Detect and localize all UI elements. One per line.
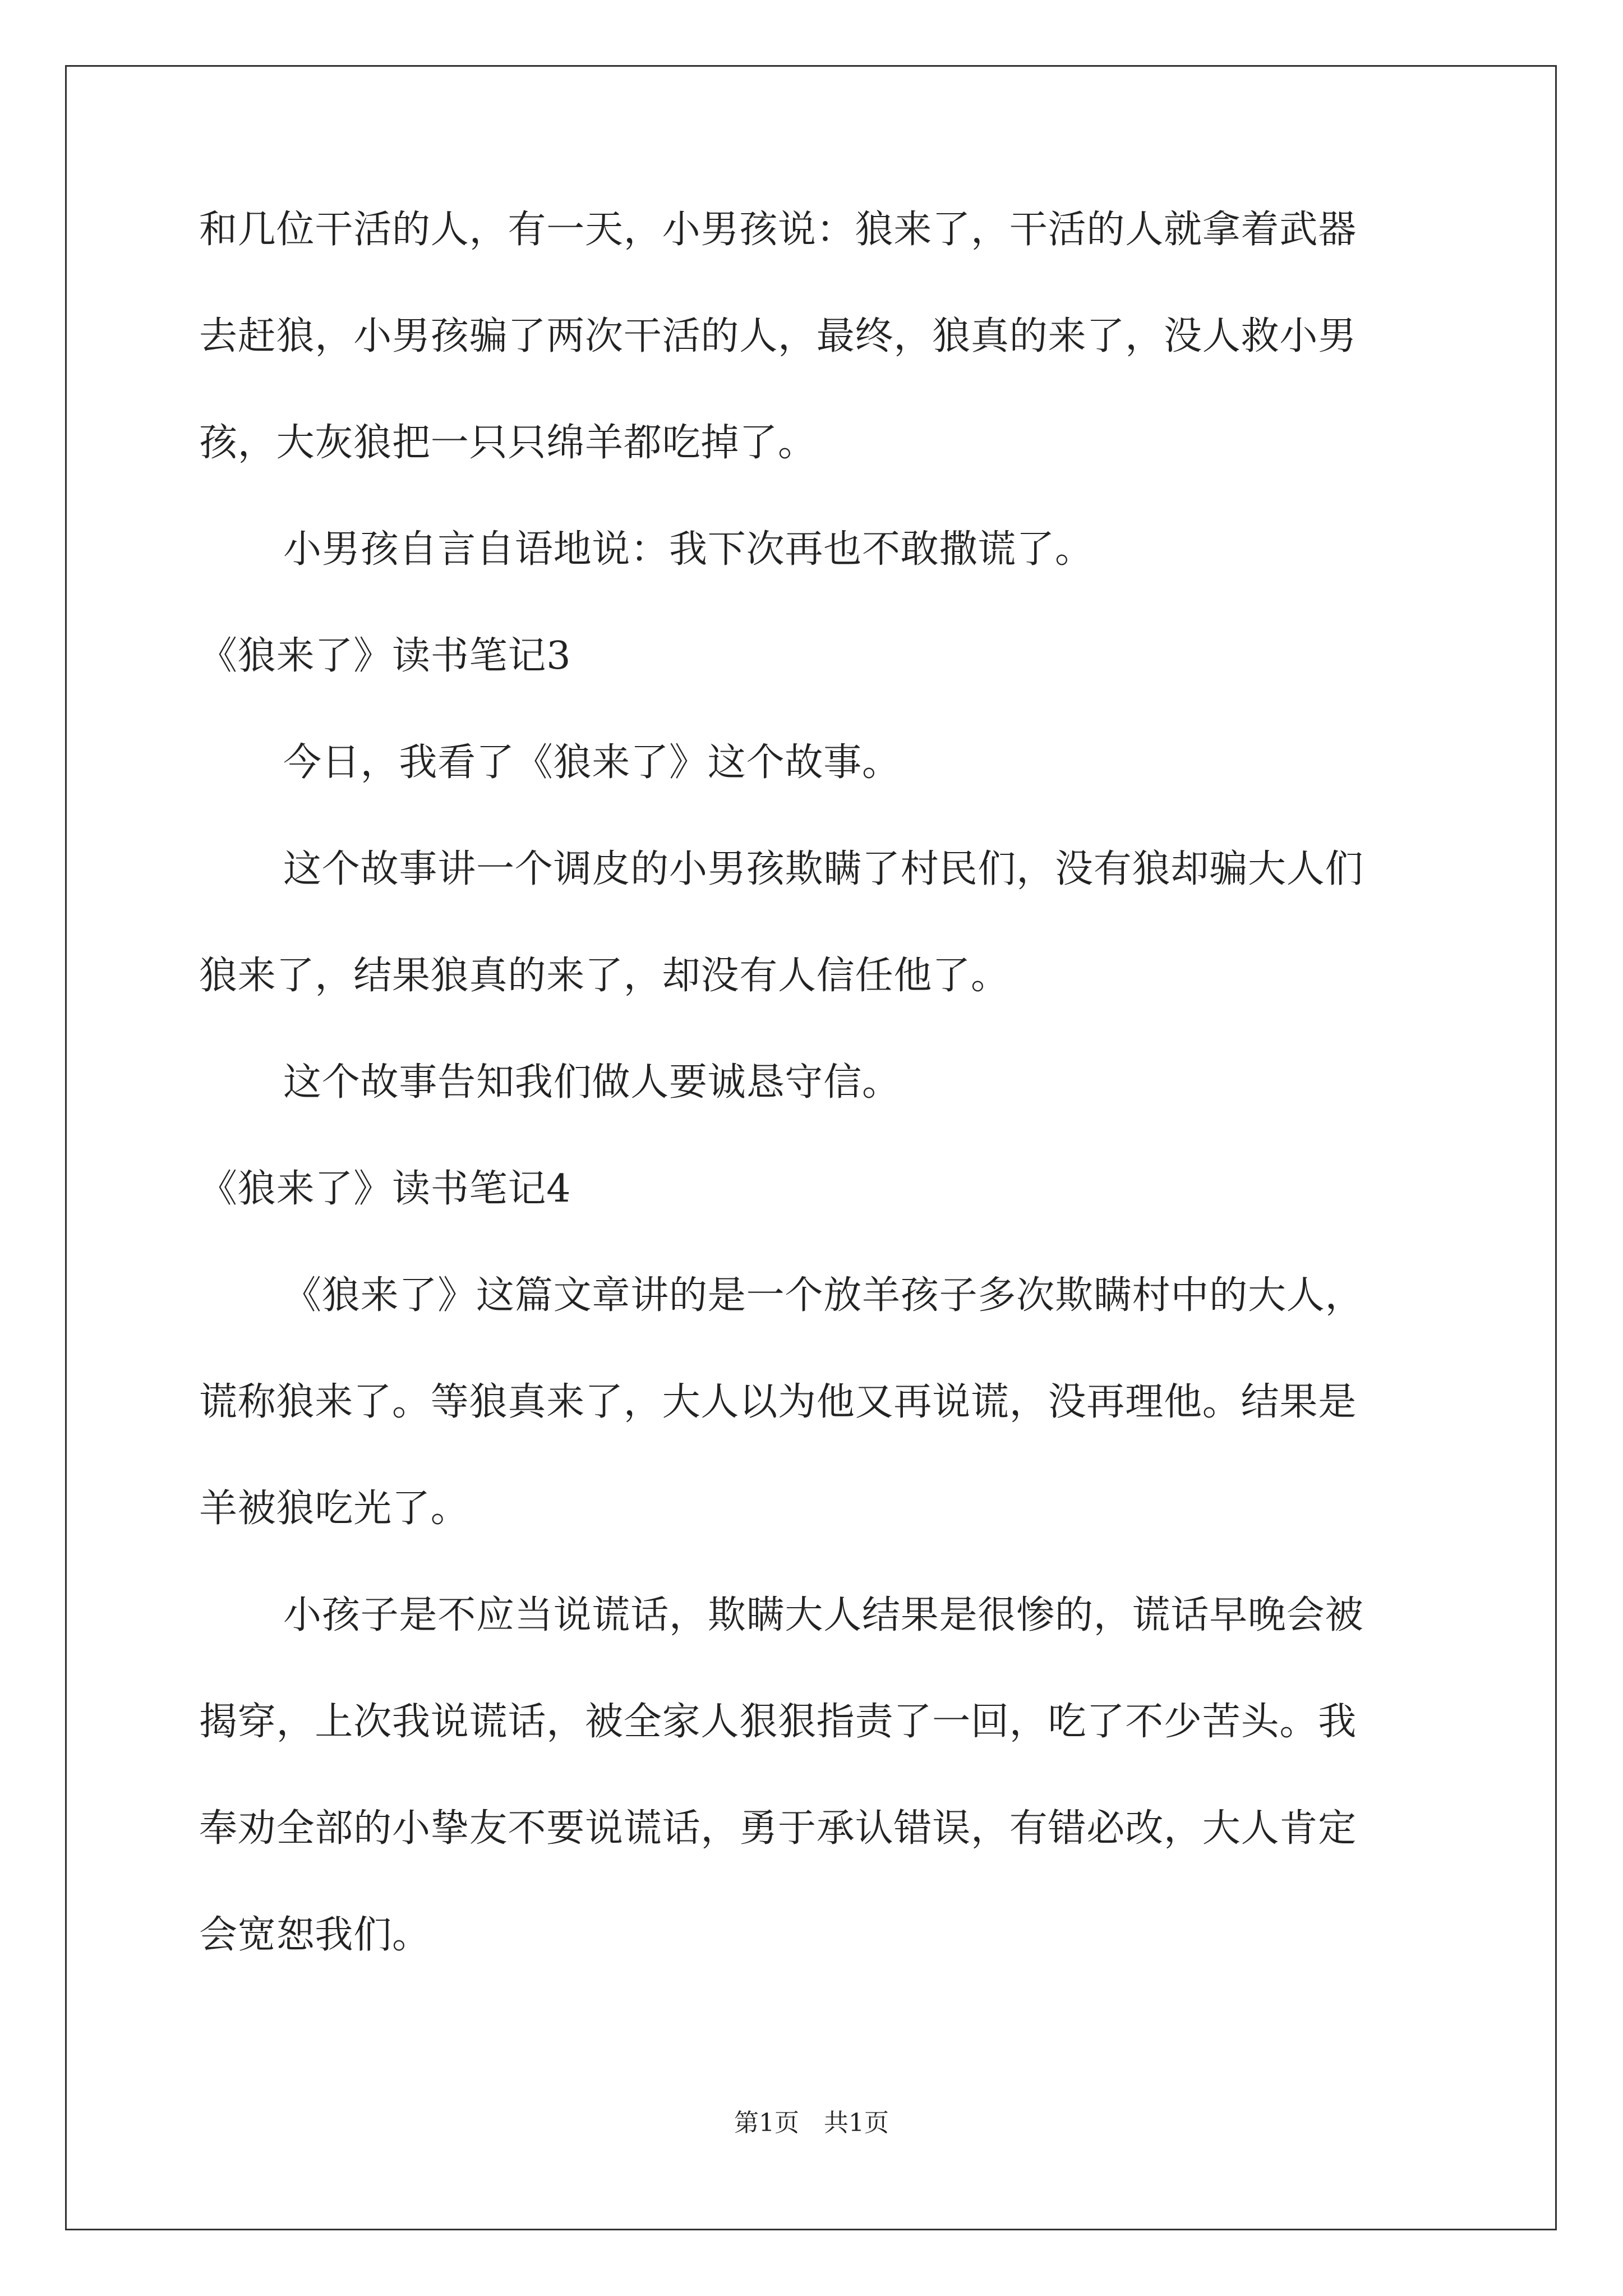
paragraph-line: 奉劝全部的小挚友不要说谎话，勇于承认错误，有错必改，大人肯定 [199, 1806, 1357, 1851]
paragraph-line: 今日，我看了《狼来了》这个故事。 [283, 740, 901, 785]
paragraph-line: 去赶狼，小男孩骗了两次干活的人，最终，狼真的来了，没人救小男 [199, 314, 1357, 358]
paragraph-line: 这个故事讲一个调皮的小男孩欺瞒了村民们，没有狼却骗大人们 [283, 847, 1364, 891]
paragraph-line: 狼来了，结果狼真的来了，却没有人信任他了。 [199, 954, 1009, 998]
section-heading: 《狼来了》读书笔记4 [199, 1167, 571, 1211]
paragraph-line: 孩，大灰狼把一只只绵羊都吃掉了。 [199, 421, 817, 465]
paragraph-line: 谎称狼来了。等狼真来了，大人以为他又再说谎，没再理他。结果是 [199, 1380, 1357, 1424]
section-heading: 《狼来了》读书笔记3 [199, 634, 571, 678]
paragraph-line: 会宽恕我们。 [199, 1913, 431, 1957]
page-footer: 第1页 共1页 [734, 2109, 889, 2137]
paragraph-line: 小孩子是不应当说谎话，欺瞒大人结果是很惨的，谎话早晚会被 [283, 1593, 1364, 1637]
paragraph-line: 小男孩自言自语地说：我下次再也不敢撒谎了。 [283, 527, 1094, 572]
page-border [65, 65, 1557, 2230]
paragraph-line: 揭穿，上次我说谎话，被全家人狠狠指责了一回，吃了不少苦头。我 [199, 1700, 1357, 1744]
paragraph-line: 羊被狼吃光了。 [199, 1487, 469, 1531]
paragraph-line: 和几位干活的人，有一天，小男孩说：狼来了，干活的人就拿着武器 [199, 208, 1357, 252]
paragraph-line: 这个故事告知我们做人要诚恳守信。 [283, 1060, 901, 1105]
paragraph-line: 《狼来了》这篇文章讲的是一个放羊孩子多次欺瞒村中的大人， [283, 1273, 1364, 1318]
